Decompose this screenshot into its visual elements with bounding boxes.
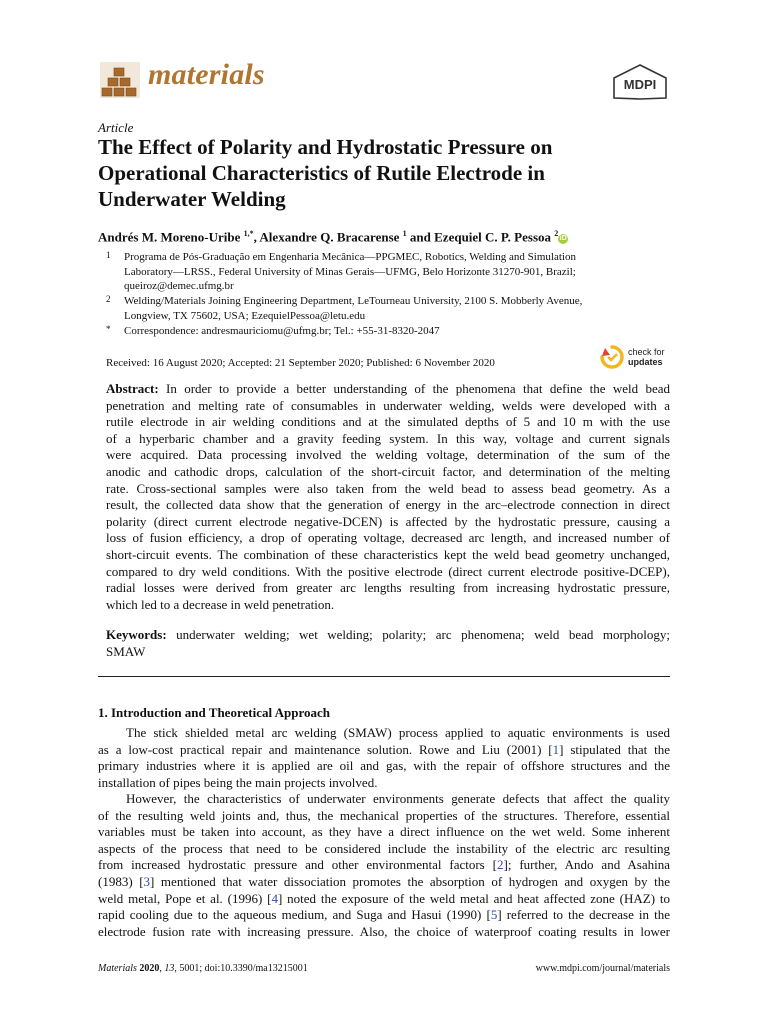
abstract-line: short-circuit events. The combination of these characteristics kept the weld bead geometry unchanged, [106,546,670,562]
abstract-label: Abstract: [106,381,159,396]
abstract-line: result, the collected data show that the generation of energy in the arc–electrode connection in direct [106,497,670,513]
abstract-line: were acquired. Data processing involved the welding voltage, determination of the sum of the [106,447,670,463]
mdpi-logo-icon [612,64,668,100]
check-for-updates-badge[interactable] [600,345,672,371]
abstract-line: loss of fusion efficiency, a drop of operating voltage, decreased arc length, and increased number of [106,530,670,546]
author-list: Andrés M. Moreno-Uribe $^{1,*}$, Alexandre Q. Bracarense $^1$ and Ezequiel C. P. Pessoa $^2$iD [98,229,567,245]
affiliation-mark: * [106,324,111,334]
reference-link[interactable]: 4 [271,890,278,906]
journal-name: materials [148,58,265,91]
body-line: from increased hydrostatic pressure and other environmental factors [2]; further, Ando and Asahina [98,857,670,873]
title-line: The Effect of Polarity and Hydrostatic Pressure on [98,135,553,159]
article-title [98,134,678,212]
body-line: installation of pipes being the main projects involved. [98,774,378,790]
body-line: primary industries where it is applied are oil and gas, with the repair of offshore structures and the [98,758,670,774]
check-updates-line2: updates [628,357,663,367]
affiliation-line: Welding/Materials Joining Engineering Department, LeTourneau University, 2100 S. Mobberly Avenue, [124,295,583,307]
author-affiliation-mark: 2 [554,229,559,238]
section-heading: 1. Introduction and Theoretical Approach [98,705,330,720]
reference-link[interactable]: 3 [143,873,151,889]
reference-link[interactable]: 5 [490,907,498,923]
publication-dates: Received: 16 August 2020; Accepted: 21 September 2020; Published: 6 November 2020 [106,357,495,369]
footer-url[interactable]: www.mdpi.com/journal/materials [535,963,670,974]
correspondence [106,324,666,339]
orcid-icon[interactable]: iD [559,235,567,243]
body-line: as a low-cost practical repair and maintenance solution. Rowe and Liu (2001) [1] stipulated that the [98,741,670,757]
body-paragraph [98,791,670,940]
affiliation-line: Longview, TX 75602, USA; EzequielPessoa@letu.edu [124,309,366,322]
affiliation [106,294,666,323]
body-line: variables must be taken into account, as they have a direct influence on the wet weld. Some inherent [98,824,670,840]
check-updates-line1: check for [628,347,665,357]
abstract-line: polarity (direct current electrode negative-DCEN) is affected by the hydrostatic pressure, causing a [106,513,670,529]
affiliation-mark: 2 [106,294,111,304]
correspondence-line: Correspondence: andresmauriciomu@ufmg.br; Tel.: +55-31-8320-2047 [124,325,440,337]
journal-logo-icon [98,58,142,102]
author-name: Alexandre Q. Bracarense [259,229,400,245]
title-line: Operational Characteristics of Rutile Electrode in [98,161,545,185]
abstract-line: anodic and cathodic drops, calculation of the short-circuit factor, and determination of the melting [106,463,670,479]
abstract-line: penetration and melting rate of consumables in underwater welding, welds were developed with a [106,397,670,413]
author-name: Andrés M. Moreno-Uribe [98,229,241,245]
title-line: Underwater Welding [98,187,286,211]
article-type: Article [98,120,134,135]
check-updates-icon [600,345,624,369]
body-line: aspects of the process that need to be considered include the instability of the electric arc resulting [98,840,670,856]
keywords-line: SMAW [106,643,146,659]
keywords-label: Keywords: [106,627,167,642]
publisher-name: MDPI [623,77,657,92]
body-line: The stick shielded metal arc welding (SMAW) process applied to aquatic environments is used [126,725,670,740]
author-affiliation-mark: 1 [402,229,407,238]
body-line: of the resulting weld joints and, thus, the mechanical properties of the structures. Therefore, essential [98,807,670,823]
abstract-line: of a hyperbaric chamber and a gravity feeding system. In this way, voltage and current signals [106,430,670,446]
affiliation-line: Laboratory—LRSS., Federal University of Minas Gerais—UFMG, Belo Horizonte 31270-901, Brazil; [124,265,576,278]
abstract-line: rutile electrode in air welding conditions and at the simulated depths of 5 and 10 m with the use [106,414,670,430]
body-line: rapid cooling due to the aqueous medium, and Suga and Hasui (1990) [5] referred to the decrease in the [98,907,671,923]
abstract-line: compared to dry weld conditions. With the positive electrode (direct current electrode positive-DCEP), [106,563,670,579]
body-line: (1983) [3] mentioned that water dissociation promotes the absorption of hydrogen and oxygen by the [98,873,670,889]
affiliation [106,250,666,294]
footer-citation: Materials 2020, 13, 5001; doi:10.3390/ma13215001 [98,963,308,974]
author-name: Ezequiel C. P. Pessoa [434,229,552,245]
abstract-line: rate. Cross-sectional samples were also taken from the weld bead to assess bead geometry. As a [106,480,670,496]
reference-link[interactable]: 2 [496,857,504,873]
abstract-line: which led to a decrease in weld penetration. [106,596,335,612]
body-line: electrode fusion rate with increasing pressure. Also, the choice of waterproof coating results in lower [98,923,670,939]
body-paragraph [98,725,670,791]
body-line: However, the characteristics of underwater environments generate defects that affect the quality [126,791,670,806]
section-divider [98,676,670,677]
keywords-line: Keywords: underwater welding; wet welding; polarity; arc phenomena; weld bead morphology; [106,627,670,642]
author-affiliation-mark: 1,* [243,229,254,238]
affiliation-line: Programa de Pós-Graduação em Engenharia Mecânica—PPGMEC, Robotics, Welding and Simulation [124,251,576,263]
affiliation-mark: 1 [106,250,111,260]
body-line: weld metal, Pope et al. (1996) [4] noted the exposure of the weld metal and heat affected zone (HAZ) to [98,890,670,906]
reference-link[interactable]: 1 [552,741,560,757]
abstract-line: radial losses were derived from greater arc lengths resulting from increasing hydrostatic pressure, [106,580,670,596]
affiliation-line: queiroz@demec.ufmg.br [124,280,234,292]
keywords [106,627,670,660]
abstract [106,381,670,613]
abstract-line: Abstract: In order to provide a better understanding of the phenomena that define the weld bead [106,381,670,396]
